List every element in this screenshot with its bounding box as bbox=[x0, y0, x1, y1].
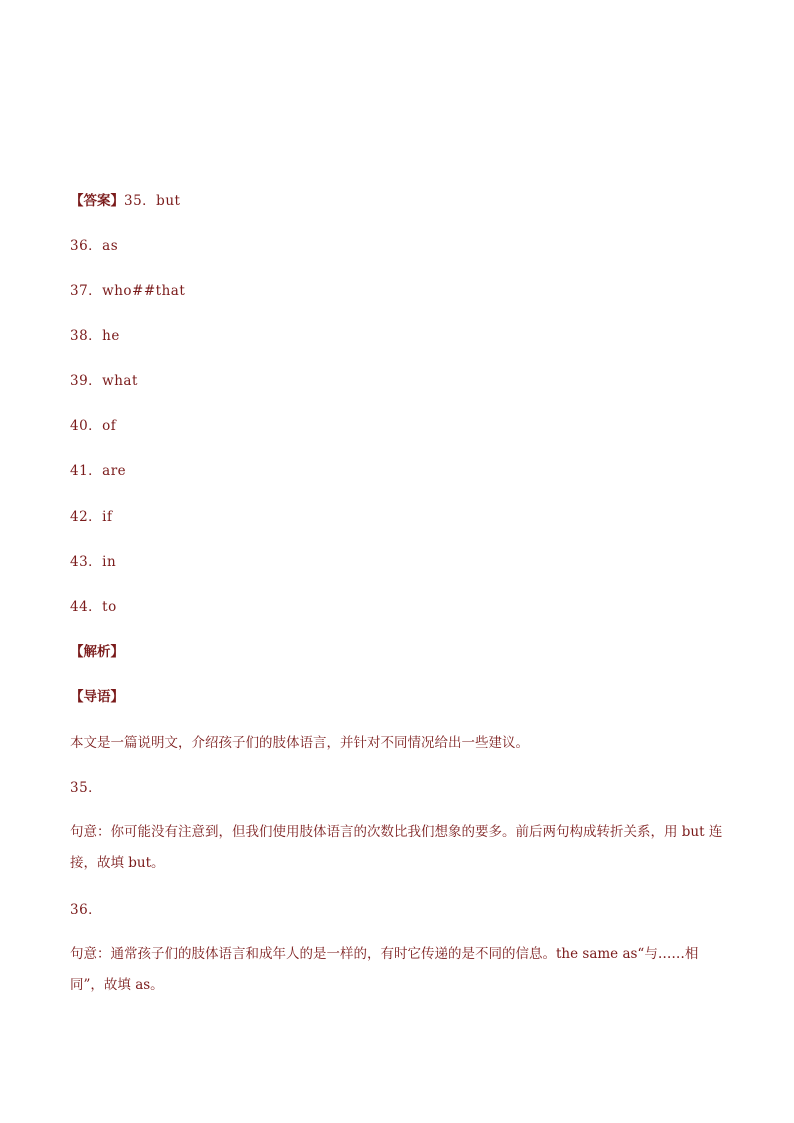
intro-label: 【导语】 bbox=[70, 689, 124, 705]
answer-39: 39．what bbox=[70, 373, 138, 389]
q36-explanation: 句意：通常孩子们的肢体语言和成年人的是一样的，有时它传递的是不同的信息。the same as“与……相同”，故填 as。 bbox=[70, 946, 699, 993]
answer-38: 38．he bbox=[70, 328, 120, 344]
answer-36: 36．as bbox=[70, 238, 119, 254]
answer-35: 35．but bbox=[124, 193, 181, 209]
q36-number: 36． bbox=[70, 902, 103, 918]
q35-explanation: 句意：你可能没有注意到，但我们使用肢体语言的次数比我们想象的要多。前后两句构成转折关系，用 but 连接，故填 but。 bbox=[70, 824, 723, 871]
intro-text: 本文是一篇说明文，介绍孩子们的肢体语言，并针对不同情况给出一些建议。 bbox=[70, 735, 529, 751]
analysis-label: 【解析】 bbox=[70, 644, 124, 660]
answer-44: 44．to bbox=[70, 599, 117, 615]
answer-42: 42．if bbox=[70, 509, 113, 525]
answer-40: 40．of bbox=[70, 418, 117, 434]
answer-header bbox=[70, 192, 180, 210]
answer-37: 37．who##that bbox=[70, 283, 186, 299]
answer-43: 43．in bbox=[70, 554, 117, 570]
q35-number: 35． bbox=[70, 780, 103, 796]
answer-label: 【答案】 bbox=[70, 193, 124, 209]
answer-41: 41．are bbox=[70, 463, 127, 479]
